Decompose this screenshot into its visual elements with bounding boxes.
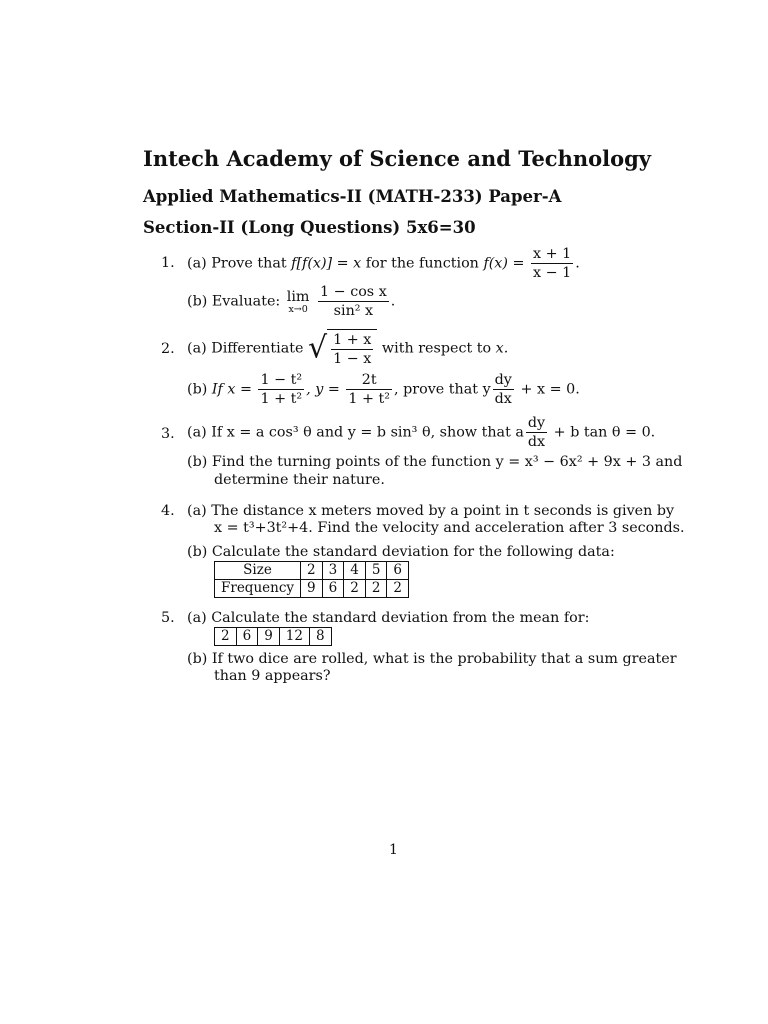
table-cell: 12 — [279, 628, 309, 646]
page-title: Intech Academy of Science and Technology — [143, 146, 651, 171]
q2b-derivative — [493, 371, 514, 408]
q3-part-b — [187, 454, 682, 470]
q1a-mid: for the function — [365, 255, 479, 272]
q5b-line1: If two dice are rolled, what is the probability that a sum greater — [211, 651, 677, 667]
q1b-limit — [287, 289, 310, 315]
q4b-data-table — [214, 561, 409, 598]
q4b-text: Calculate the standard deviation for the following data: — [211, 544, 615, 560]
q3a-text: If x = a cos³ θ and y = b sin³ θ, show that a — [211, 424, 524, 441]
q1a-numerator: x + 1 — [533, 246, 572, 262]
q5a-label: (a) — [187, 610, 207, 626]
q3b-line2: determine their nature. — [214, 472, 385, 488]
q2a-sqrt — [308, 329, 377, 368]
q2b-numerator-y: 2t — [346, 371, 392, 390]
q1a-text: Prove that — [211, 255, 287, 272]
q2b-fraction-x — [258, 371, 304, 408]
page-number: 1 — [389, 842, 398, 858]
q2b-dy: dy — [494, 372, 512, 388]
q4a-line1: The distance x meters moved by a point in t seconds is given by — [211, 503, 675, 519]
table-cell: 2 — [301, 562, 323, 580]
q3a-tail: + b tan θ = 0. — [553, 424, 656, 441]
table-row — [215, 562, 409, 580]
q2b-y: , y = — [306, 381, 340, 398]
radical-icon: √ — [308, 330, 328, 366]
table-cell: 2 — [215, 628, 237, 646]
q1b-numerator: 1 − cos x — [320, 284, 387, 300]
q1-part-a: (a) Prove that f[f(x)] = x for the function f(x) = $\frac{x + 1}{x - 1}$ . — [187, 246, 580, 281]
q4-part-b — [187, 544, 615, 560]
q4-part-a — [187, 503, 674, 519]
q4-number: 4. — [161, 503, 175, 519]
q2b-dx: dx — [494, 391, 512, 407]
table-cell: 6 — [322, 580, 344, 598]
q2b-prove: , prove that y — [394, 381, 491, 398]
q5a-table-wrap — [214, 627, 332, 646]
q2a-denominator: 1 − x — [333, 351, 372, 367]
q1-part-b: (b) Evaluate: lim x→0 $\frac{\text{1 − cos x}}{\text{sin² x}}$ . — [187, 284, 396, 319]
q2a-text: Differentiate — [211, 340, 304, 357]
table-cell: 2 — [365, 580, 387, 598]
q3b-line1: Find the turning points of the function y = x³ − 6x² + 9x + 3 and — [211, 454, 683, 470]
q5b-line2: than 9 appears? — [214, 668, 331, 684]
q2-part-a — [187, 329, 508, 368]
q1a-denominator: x − 1 — [533, 265, 572, 281]
table-row-label: Frequency — [215, 580, 301, 598]
table-cell: 4 — [344, 562, 366, 580]
table-cell: 3 — [322, 562, 344, 580]
table-cell: 9 — [258, 628, 280, 646]
q1b-label: (b) — [187, 293, 208, 310]
q1b-fraction — [318, 283, 389, 320]
table-cell: 6 — [387, 562, 409, 580]
q1a-equation: f[f(x)] = x — [291, 255, 362, 272]
q1a-label: (a) — [187, 255, 207, 272]
q3a-dx: dx — [527, 434, 546, 450]
q1a-fraction — [531, 245, 573, 282]
q3a-derivative — [526, 414, 547, 451]
q4b-table-wrap — [214, 561, 409, 598]
q1b-lim-sub: x→0 — [288, 303, 308, 315]
q2b-denominator-x: 1 + t² — [260, 391, 303, 407]
q1-number: 1. — [161, 255, 175, 271]
q2a-var: x. — [495, 340, 509, 357]
q2b-numerator-x: 1 − t² — [260, 372, 303, 388]
table-cell: 5 — [365, 562, 387, 580]
q2a-tail: with respect to — [381, 340, 492, 357]
q4a-line2: x = t³+3t²+4. Find the velocity and acceleration after 3 seconds. — [214, 520, 685, 536]
q2a-label: (a) — [187, 340, 207, 357]
section-heading: Section-II (Long Questions) 5x6=30 — [143, 218, 476, 237]
course-subtitle: Applied Mathematics-II (MATH-233) Paper-A — [143, 187, 562, 206]
q1a-fx: f(x) = — [483, 255, 525, 272]
table-cell: 8 — [309, 628, 331, 646]
q2a-numerator: 1 + x — [333, 332, 372, 348]
q2b-text: If x = — [211, 381, 252, 398]
q4b-label: (b) — [187, 544, 208, 560]
q5-part-a — [187, 610, 589, 626]
q2-number: 2. — [161, 341, 175, 357]
q3-part-a — [187, 414, 655, 451]
q3b-label: (b) — [187, 454, 208, 470]
q3a-dy: dy — [527, 415, 546, 431]
q4a-label: (a) — [187, 503, 207, 519]
table-row-label: Size — [215, 562, 301, 580]
table-cell: 9 — [301, 580, 323, 598]
q5-number: 5. — [161, 610, 175, 626]
q3a-label: (a) — [187, 424, 207, 441]
q2a-fraction — [331, 331, 373, 368]
q5a-values-table — [214, 627, 332, 646]
q1b-text: Evaluate: — [211, 293, 281, 310]
table-row — [215, 580, 409, 598]
q1b-denominator: sin² x — [333, 303, 374, 319]
q2b-label: (b) — [187, 381, 208, 398]
q5b-label: (b) — [187, 651, 208, 667]
q2-part-b — [187, 371, 580, 408]
q2b-tail: + x = 0. — [520, 381, 580, 398]
q2b-fraction-y — [346, 371, 392, 408]
q2b-denominator-y: 1 + t² — [348, 391, 391, 407]
table-cell: 2 — [344, 580, 366, 598]
q5a-text: Calculate the standard deviation from the mean for: — [211, 610, 590, 626]
table-cell: 2 — [387, 580, 409, 598]
q1b-lim-word: lim — [286, 288, 310, 305]
q5-part-b — [187, 651, 677, 667]
table-row — [215, 628, 332, 646]
q3-number: 3. — [161, 426, 175, 442]
table-cell: 6 — [236, 628, 258, 646]
